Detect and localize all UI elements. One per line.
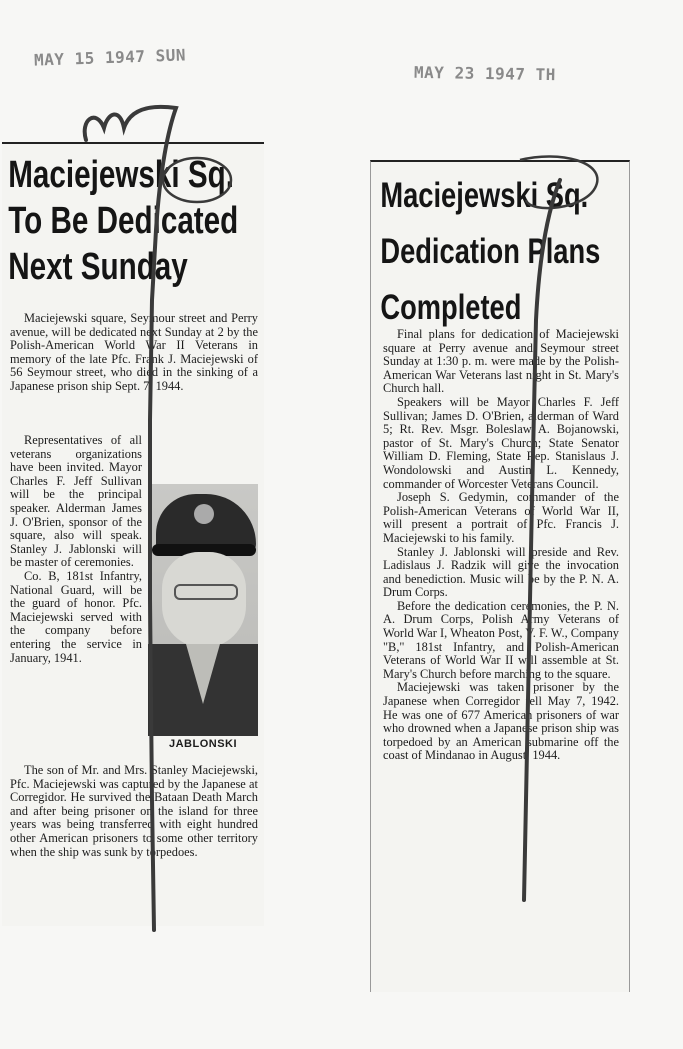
paragraph: Final plans for dedication of Maciejewski square at Perry avenue and Seymour street Sunday at 1:30 p. m. were made by the Polish-American War Veterans last night in St. Mary's Church hall. — [383, 327, 619, 396]
date-stamp-left: MAY 15 1947 SUN — [33, 45, 187, 70]
left-headline-line: To Be Dedicated — [8, 200, 239, 242]
left-clipping — [2, 142, 264, 926]
left-headline-line: Next Sunday — [8, 246, 188, 288]
paragraph: Representatives of all veterans organizations have been invited. Mayor Charles F. Jeff Sullivan will be the principal speaker. Alderman James J. O'Brien, sponsor of the square, also will speak. Stanley J. Jablonski will be master of ceremonies. — [10, 433, 142, 570]
paragraph: Co. B, 181st Infantry, National Guard, will be the guard of honor. Pfc. Maciejewski served with the company before entering the service in January, 1941. — [10, 568, 142, 665]
paragraph: Speakers will be Mayor Charles F. Jeff Sullivan; James D. O'Brien, alderman of Ward 5; Rt. Rev. Msgr. Boleslaw A. Bojanowski, pastor of St. Mary's Church; State Senator William D. Fleming, State Rep. Stanislaus J. Wondolowski and Austin L. Kennedy, commander of Worcester Veterans Council. — [383, 394, 619, 491]
paragraph: Joseph S. Gedymin, commander of the Polish-American Veterans of World War II, will present a portrait of Pfc. Francis J. Maciejewski to his family. — [383, 490, 619, 545]
left-intro — [10, 312, 258, 394]
date-stamp-right: MAY 23 1947 TH — [413, 62, 557, 85]
left-closing — [10, 764, 258, 859]
left-headline — [2, 144, 266, 290]
left-headline-line: Maciejewski Sq. — [8, 154, 234, 196]
right-headline — [371, 162, 638, 336]
photo-caption: JABLONSKI — [168, 738, 238, 750]
right-headline-line: Completed — [380, 288, 522, 327]
right-body — [383, 328, 619, 763]
portrait-photo — [148, 484, 258, 736]
paragraph: Before the dedication ceremonies, the P. N. A. Drum Corps, Polish Army Veterans of World War I, Wheaton Post, V. F. W., Company "B," 181st Infantry, and Polish-American Veterans of World War II will assemble at St. Mary's Church before marching to the square. — [383, 598, 619, 681]
left-narrow-column — [10, 434, 142, 665]
right-headline-line: Maciejewski Sq. — [380, 176, 589, 215]
right-headline-line: Dedication Plans — [380, 232, 601, 271]
paragraph: Stanley J. Jablonski will preside and Rev. Ladislaus J. Radzik will give the invocation and benediction. Music will be by the P. N. A. Drum Corps. — [383, 544, 619, 600]
paragraph: The son of Mr. and Mrs. Stanley Maciejewski, Pfc. Maciejewski was captured by the Japanese at Corregidor. He survived the Bataan Death March and after being prisoner on the island for three years was being transferred with eight hundred other American prisoners to some other territory when the ship was sunk by torpedoes. — [10, 763, 258, 859]
right-clipping — [370, 160, 630, 992]
paragraph: Maciejewski square, Seymour street and Perry avenue, will be dedicated next Sunday at 2 by the Polish-American World War II Veterans in memory of the late Pfc. Frank J. Maciejewski of 56 Seymour street, who died in the sinking of a Japanese prison ship Sept. 7, 1944. — [10, 311, 258, 393]
paragraph: Maciejewski was taken prisoner by the Japanese when Corregidor fell May 7, 1942. He was one of 677 American prisoners of war who drowned when a Japanese prison ship was torpedoed by an American submarine off the coast of Mindanao in August, 1944. — [383, 680, 619, 763]
